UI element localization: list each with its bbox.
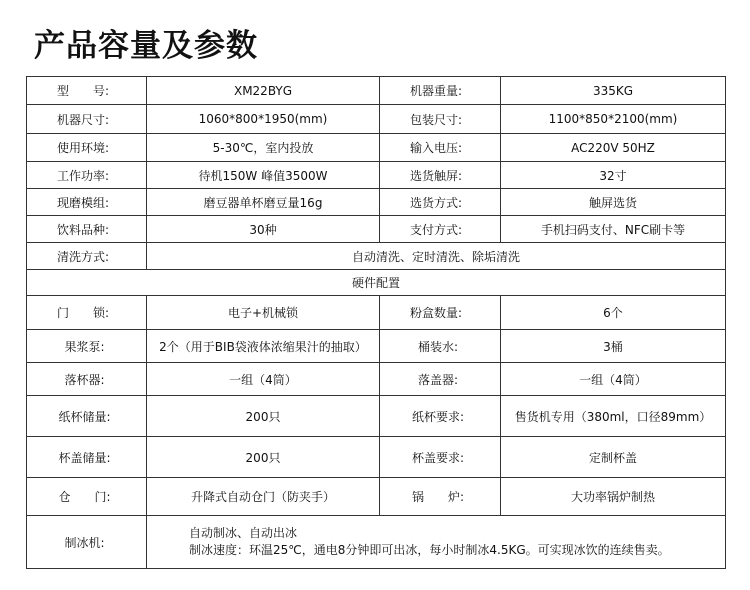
spec-label: 饮料品种: <box>27 216 147 243</box>
spec-value: AC220V 50HZ <box>501 134 726 162</box>
page-title: 产品容量及参数 <box>34 28 258 64</box>
table-row <box>27 134 726 162</box>
table-row <box>27 478 726 516</box>
section-header: 硬件配置 <box>27 270 726 296</box>
spec-value: 一组（4筒） <box>501 363 726 396</box>
spec-label: 果浆泵: <box>27 330 147 363</box>
table-row <box>27 189 726 216</box>
table-row <box>27 77 726 105</box>
spec-value: 售货机专用（380ml，口径89mm） <box>501 396 726 437</box>
table-row <box>27 516 726 569</box>
spec-value: 1060*800*1950(mm) <box>147 105 380 134</box>
ice-maker-description <box>147 516 726 569</box>
table-row <box>27 330 726 363</box>
spec-value: 触屏选货 <box>501 189 726 216</box>
spec-label: 选货触屏: <box>380 162 501 189</box>
spec-value: 30种 <box>147 216 380 243</box>
spec-value: 335KG <box>501 77 726 105</box>
spec-value: 待机150W 峰值3500W <box>147 162 380 189</box>
table-row <box>27 162 726 189</box>
table-row <box>27 437 726 478</box>
spec-label: 使用环境: <box>27 134 147 162</box>
spec-label: 机器尺寸: <box>27 105 147 134</box>
spec-label: 杯盖要求: <box>380 437 501 478</box>
ice-line-2: 制冰速度：环温25℃，通电8分钟即可出冰，每小时制冰4.5KG。可实现冰饮的连续售卖。 <box>189 543 670 557</box>
spec-value: XM22BYG <box>147 77 380 105</box>
spec-label: 桶装水: <box>380 330 501 363</box>
spec-value: 手机扫码支付、NFC刷卡等 <box>501 216 726 243</box>
table-row <box>27 216 726 243</box>
spec-value: 200只 <box>147 396 380 437</box>
spec-value: 32寸 <box>501 162 726 189</box>
table-row <box>27 105 726 134</box>
ice-line-1: 自动制冰、自动出冰 <box>189 526 298 540</box>
spec-label: 粉盒数量: <box>380 296 501 330</box>
spec-label: 型 号: <box>27 77 147 105</box>
spec-label: 纸杯要求: <box>380 396 501 437</box>
spec-label: 现磨模组: <box>27 189 147 216</box>
spec-label: 落杯器: <box>27 363 147 396</box>
spec-label: 锅 炉: <box>380 478 501 516</box>
spec-label: 工作功率: <box>27 162 147 189</box>
table-row <box>27 396 726 437</box>
spec-value: 磨豆器单杯磨豆量16g <box>147 189 380 216</box>
table-row <box>27 243 726 270</box>
spec-label: 支付方式: <box>380 216 501 243</box>
spec-value: 电子+机械锁 <box>147 296 380 330</box>
spec-label: 输入电压: <box>380 134 501 162</box>
spec-label: 落盖器: <box>380 363 501 396</box>
spec-label: 包装尺寸: <box>380 105 501 134</box>
spec-value: 自动清洗、定时清洗、除垢清洗 <box>147 243 726 270</box>
table-row <box>27 296 726 330</box>
spec-label: 仓 门: <box>27 478 147 516</box>
spec-value: 6个 <box>501 296 726 330</box>
spec-value: 200只 <box>147 437 380 478</box>
spec-label: 杯盖储量: <box>27 437 147 478</box>
spec-label: 清洗方式: <box>27 243 147 270</box>
spec-table <box>26 76 726 569</box>
spec-value: 2个（用于BIB袋液体浓缩果汁的抽取） <box>147 330 380 363</box>
spec-value: 3桶 <box>501 330 726 363</box>
spec-label: 制冰机: <box>27 516 147 569</box>
spec-value: 5-30℃，室内投放 <box>147 134 380 162</box>
spec-label: 门 锁: <box>27 296 147 330</box>
table-row <box>27 270 726 296</box>
spec-value: 大功率锅炉制热 <box>501 478 726 516</box>
spec-value: 升降式自动仓门（防夹手） <box>147 478 380 516</box>
spec-value: 一组（4筒） <box>147 363 380 396</box>
spec-label: 机器重量: <box>380 77 501 105</box>
spec-label: 纸杯储量: <box>27 396 147 437</box>
spec-value: 1100*850*2100(mm) <box>501 105 726 134</box>
spec-label: 选货方式: <box>380 189 501 216</box>
table-row <box>27 363 726 396</box>
spec-value: 定制杯盖 <box>501 437 726 478</box>
